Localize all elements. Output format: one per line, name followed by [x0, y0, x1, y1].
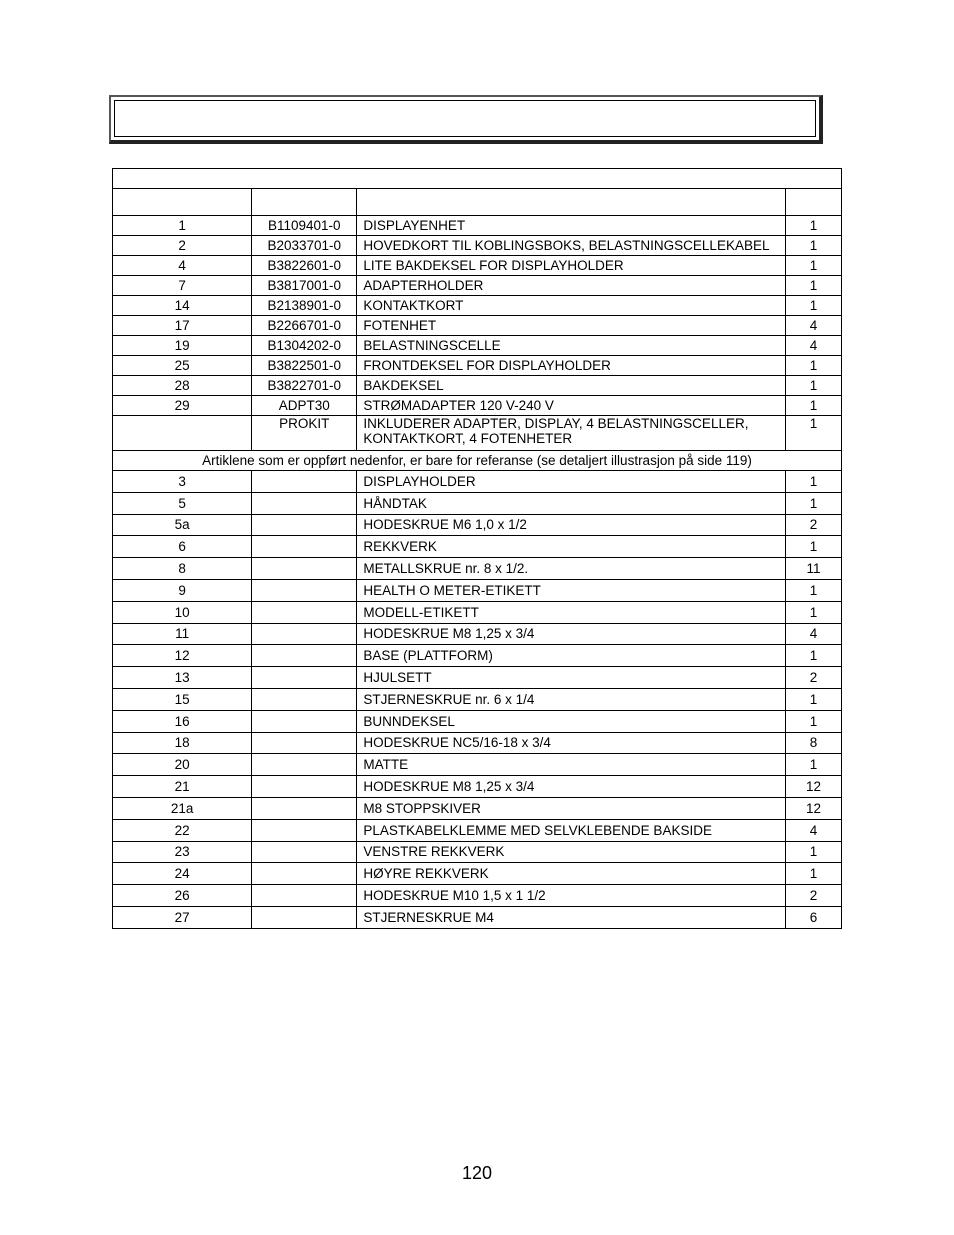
quantity-cell: 1	[785, 601, 841, 623]
item-number-cell: 2	[113, 236, 252, 256]
description-cell: STRØMADAPTER 120 V-240 V	[357, 396, 786, 416]
part-number-cell	[252, 776, 357, 798]
reference-note: Artiklene som er oppført nedenfor, er bare for referanse (se detaljert illustrasjon på side 119)	[113, 451, 842, 471]
quantity-cell: 1	[785, 471, 841, 493]
table-caption	[113, 169, 842, 189]
item-number-cell: 20	[113, 754, 252, 776]
table-row	[113, 471, 842, 493]
quantity-cell: 1	[785, 296, 841, 316]
header-item-number	[113, 189, 252, 216]
description-cell: PLASTKABELKLEMME MED SELVKLEBENDE BAKSIDE	[357, 819, 786, 841]
table-header-row	[113, 189, 842, 216]
part-number-cell: B1304202-0	[252, 336, 357, 356]
item-number-cell: 21a	[113, 797, 252, 819]
part-number-cell: B2138901-0	[252, 296, 357, 316]
part-number-cell: ADPT30	[252, 396, 357, 416]
table-row	[113, 356, 842, 376]
quantity-cell: 1	[785, 536, 841, 558]
item-number-cell: 11	[113, 623, 252, 645]
part-number-cell: B3822501-0	[252, 356, 357, 376]
item-number-cell: 21	[113, 776, 252, 798]
description-cell: BELASTNINGSCELLE	[357, 336, 786, 356]
item-number-cell: 8	[113, 558, 252, 580]
table-row	[113, 336, 842, 356]
part-number-cell	[252, 579, 357, 601]
quantity-cell: 1	[785, 579, 841, 601]
table-row	[113, 797, 842, 819]
item-number-cell: 6	[113, 536, 252, 558]
quantity-cell: 2	[785, 885, 841, 907]
part-number-cell	[252, 885, 357, 907]
quantity-cell: 2	[785, 667, 841, 689]
reference-note-row	[113, 451, 842, 471]
description-line: KONTAKTKORT, 4 FOTENHETER	[363, 431, 573, 446]
part-number-cell: B1109401-0	[252, 216, 357, 236]
item-number-cell: 10	[113, 601, 252, 623]
description-cell: FOTENHET	[357, 316, 786, 336]
page-number: 120	[461, 1163, 493, 1183]
quantity-cell: 2	[785, 514, 841, 536]
item-number-cell: 15	[113, 688, 252, 710]
quantity-cell: 1	[785, 396, 841, 416]
part-number-cell	[252, 514, 357, 536]
item-number-cell: 23	[113, 841, 252, 863]
part-number-cell: PROKIT	[252, 416, 357, 451]
part-number-cell: B3822601-0	[252, 256, 357, 276]
table-row	[113, 688, 842, 710]
part-number-cell	[252, 732, 357, 754]
quantity-cell: 12	[785, 797, 841, 819]
item-number-cell: 1	[113, 216, 252, 236]
part-number-cell	[252, 754, 357, 776]
table-row-prokit	[113, 416, 842, 451]
description-cell: MATTE	[357, 754, 786, 776]
parts-list-table	[112, 168, 842, 929]
table-row	[113, 732, 842, 754]
part-number-cell: B2033701-0	[252, 236, 357, 256]
quantity-cell: 8	[785, 732, 841, 754]
table-row	[113, 754, 842, 776]
quantity-cell: 1	[785, 710, 841, 732]
item-number-cell: 12	[113, 645, 252, 667]
table-row	[113, 863, 842, 885]
item-number-cell: 17	[113, 316, 252, 336]
table-row	[113, 601, 842, 623]
quantity-cell: 1	[785, 376, 841, 396]
item-number-cell: 5	[113, 492, 252, 514]
table-row	[113, 256, 842, 276]
part-number-cell	[252, 623, 357, 645]
quantity-cell: 6	[785, 906, 841, 928]
description-cell: M8 STOPPSKIVER	[357, 797, 786, 819]
item-number-cell: 7	[113, 276, 252, 296]
quantity-cell: 4	[785, 336, 841, 356]
part-number-cell	[252, 841, 357, 863]
part-number-cell: B3822701-0	[252, 376, 357, 396]
item-number-cell: 27	[113, 906, 252, 928]
table-row	[113, 236, 842, 256]
description-cell: HOVEDKORT TIL KOBLINGSBOKS, BELASTNINGSCELLEKABEL	[357, 236, 786, 256]
table-row	[113, 276, 842, 296]
item-number-cell: 4	[113, 256, 252, 276]
table-row	[113, 296, 842, 316]
part-number-cell	[252, 688, 357, 710]
quantity-cell: 4	[785, 623, 841, 645]
description-cell: REKKVERK	[357, 536, 786, 558]
description-cell: LITE BAKDEKSEL FOR DISPLAYHOLDER	[357, 256, 786, 276]
item-number-cell: 22	[113, 819, 252, 841]
quantity-cell: 1	[785, 216, 841, 236]
part-number-cell	[252, 492, 357, 514]
quantity-cell: 1	[785, 863, 841, 885]
part-number-cell	[252, 536, 357, 558]
part-number-cell	[252, 558, 357, 580]
item-number-cell: 3	[113, 471, 252, 493]
description-cell: BAKDEKSEL	[357, 376, 786, 396]
quantity-cell: 4	[785, 819, 841, 841]
table-row	[113, 819, 842, 841]
header-part-number	[252, 189, 357, 216]
table-caption-row	[113, 169, 842, 189]
table-row	[113, 558, 842, 580]
quantity-cell: 1	[785, 236, 841, 256]
item-number-cell: 19	[113, 336, 252, 356]
part-number-cell	[252, 645, 357, 667]
quantity-cell: 1	[785, 754, 841, 776]
description-cell: METALLSKRUE nr. 8 x 1/2.	[357, 558, 786, 580]
quantity-cell: 1	[785, 688, 841, 710]
part-number-cell	[252, 819, 357, 841]
table-row	[113, 623, 842, 645]
description-cell: HODESKRUE M8 1,25 x 3/4	[357, 623, 786, 645]
description-cell: HODESKRUE M8 1,25 x 3/4	[357, 776, 786, 798]
title-box	[109, 95, 823, 144]
item-number-cell: 25	[113, 356, 252, 376]
item-number-cell: 14	[113, 296, 252, 316]
quantity-cell: 1	[785, 841, 841, 863]
table-row	[113, 536, 842, 558]
description-cell: HODESKRUE NC5/16-18 x 3/4	[357, 732, 786, 754]
title-box-inner	[114, 100, 816, 137]
quantity-cell: 1	[785, 416, 841, 451]
description-cell: BASE (PLATTFORM)	[357, 645, 786, 667]
description-cell: HJULSETT	[357, 667, 786, 689]
description-cell: FRONTDEKSEL FOR DISPLAYHOLDER	[357, 356, 786, 376]
table-row	[113, 645, 842, 667]
table-row	[113, 841, 842, 863]
part-number-cell	[252, 471, 357, 493]
item-number-cell: 5a	[113, 514, 252, 536]
part-number-cell: B2266701-0	[252, 316, 357, 336]
table-row	[113, 316, 842, 336]
description-cell: STJERNESKRUE M4	[357, 906, 786, 928]
description-line: INKLUDERER ADAPTER, DISPLAY, 4 BELASTNINGSCELLER,	[363, 416, 749, 431]
table-row	[113, 710, 842, 732]
quantity-cell: 1	[785, 492, 841, 514]
part-number-cell	[252, 797, 357, 819]
quantity-cell: 1	[785, 256, 841, 276]
description-cell: VENSTRE REKKVERK	[357, 841, 786, 863]
item-number-cell: 24	[113, 863, 252, 885]
table-row	[113, 667, 842, 689]
description-cell: HEALTH O METER-ETIKETT	[357, 579, 786, 601]
table-row	[113, 492, 842, 514]
table-row	[113, 885, 842, 907]
quantity-cell: 11	[785, 558, 841, 580]
table-row	[113, 579, 842, 601]
quantity-cell: 1	[785, 356, 841, 376]
quantity-cell: 12	[785, 776, 841, 798]
description-cell: DISPLAYHOLDER	[357, 471, 786, 493]
quantity-cell: 1	[785, 276, 841, 296]
item-number-cell: 18	[113, 732, 252, 754]
table-row	[113, 376, 842, 396]
description-cell: STJERNESKRUE nr. 6 x 1/4	[357, 688, 786, 710]
item-number-cell: 16	[113, 710, 252, 732]
table-row	[113, 906, 842, 928]
table-row	[113, 776, 842, 798]
header-quantity	[785, 189, 841, 216]
item-number-cell: 9	[113, 579, 252, 601]
description-cell	[357, 416, 786, 451]
description-cell: HØYRE REKKVERK	[357, 863, 786, 885]
part-number-cell	[252, 710, 357, 732]
item-number-cell: 13	[113, 667, 252, 689]
part-number-cell	[252, 667, 357, 689]
header-description	[357, 189, 786, 216]
table-row	[113, 396, 842, 416]
description-cell: DISPLAYENHET	[357, 216, 786, 236]
part-number-cell	[252, 601, 357, 623]
quantity-cell: 1	[785, 645, 841, 667]
description-cell: ADAPTERHOLDER	[357, 276, 786, 296]
description-cell: HODESKRUE M10 1,5 x 1 1/2	[357, 885, 786, 907]
part-number-cell	[252, 863, 357, 885]
quantity-cell: 4	[785, 316, 841, 336]
table-row	[113, 514, 842, 536]
part-number-cell	[252, 906, 357, 928]
description-cell: KONTAKTKORT	[357, 296, 786, 316]
item-number-cell	[113, 416, 252, 451]
table-row	[113, 216, 842, 236]
item-number-cell: 28	[113, 376, 252, 396]
description-cell: HODESKRUE M6 1,0 x 1/2	[357, 514, 786, 536]
description-cell: BUNNDEKSEL	[357, 710, 786, 732]
description-cell: HÅNDTAK	[357, 492, 786, 514]
item-number-cell: 26	[113, 885, 252, 907]
item-number-cell: 29	[113, 396, 252, 416]
part-number-cell: B3817001-0	[252, 276, 357, 296]
description-cell: MODELL-ETIKETT	[357, 601, 786, 623]
